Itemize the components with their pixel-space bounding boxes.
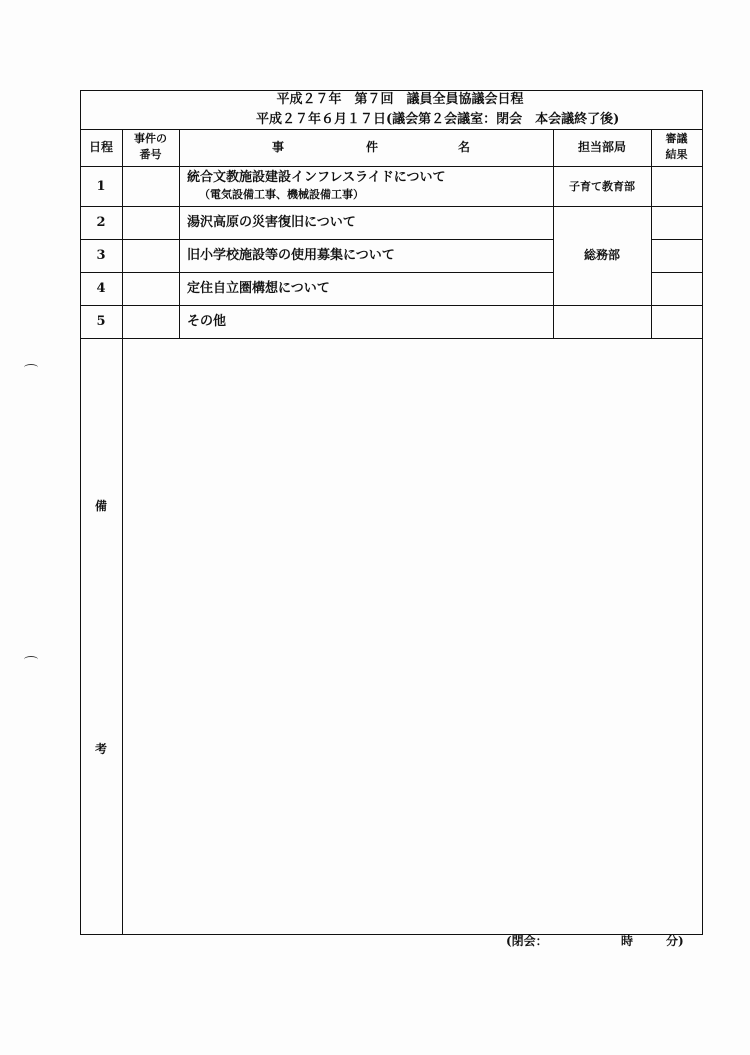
col-divider-department <box>651 129 652 339</box>
col-divider-subject <box>553 129 554 339</box>
frame-top <box>80 90 702 91</box>
row-3-number: 3 <box>96 248 106 263</box>
row-3-bottom <box>80 272 553 273</box>
header-case-no-1: 事件の <box>134 132 167 145</box>
row-5-subject: その他 <box>187 314 227 329</box>
row-2-number: 2 <box>96 215 106 230</box>
row-4-bottom <box>80 305 702 306</box>
row-2-result-bottom <box>651 239 702 240</box>
row-4-number: 4 <box>96 281 106 296</box>
row-1-subject-sub: （電気設備工事、機械設備工事） <box>199 188 364 201</box>
row-1-number: 1 <box>96 179 106 194</box>
row-1-bottom <box>80 206 702 207</box>
header-subject-char-2: 件 <box>366 140 379 154</box>
row-3-subject: 旧小学校施設等の使用募集について <box>187 248 395 263</box>
row-4-subject: 定住自立圏構想について <box>187 281 330 296</box>
punch-hole-mark-upper <box>24 364 38 371</box>
title-line-2: 平成２７年６月１７日(議会第２会議室：閉会 本会議終了後) <box>256 112 620 127</box>
row-2-subject: 湯沢高原の災害復旧について <box>187 215 356 230</box>
row-2-bottom <box>80 239 553 240</box>
col-divider-case-no <box>179 129 180 339</box>
header-day: 日程 <box>88 140 113 154</box>
col-divider-day <box>122 129 123 934</box>
row-5-bottom <box>80 338 702 339</box>
frame-bottom <box>80 934 703 935</box>
footer-minute-label: 分) <box>666 934 684 948</box>
footer-hour-label: 時 <box>621 934 634 948</box>
remarks-char-1: 備 <box>94 499 107 513</box>
row-5-number: 5 <box>96 314 106 329</box>
header-top-border <box>80 129 702 130</box>
frame-right <box>702 90 703 934</box>
header-subject-char-1: 事 <box>272 140 285 154</box>
header-case-no-2: 番号 <box>139 148 162 161</box>
row-3-result-bottom <box>651 272 702 273</box>
header-subject-char-3: 名 <box>458 140 471 154</box>
remarks-char-2: 考 <box>94 742 107 756</box>
header-department: 担当部局 <box>577 140 626 154</box>
merged-department: 総務部 <box>583 248 620 262</box>
header-bottom-border <box>80 166 702 167</box>
row-1-department: 子育て教育部 <box>569 180 635 193</box>
header-result-2: 結果 <box>665 148 688 161</box>
header-result-1: 審議 <box>665 132 688 145</box>
title-line-1: 平成２７年 第７回 議員全員協議会日程 <box>276 92 524 107</box>
footer-close-label: (閉会： <box>506 934 548 948</box>
punch-hole-mark-lower <box>24 656 38 663</box>
row-1-subject: 統合文教施設建設インフレスライドについて <box>187 170 446 185</box>
